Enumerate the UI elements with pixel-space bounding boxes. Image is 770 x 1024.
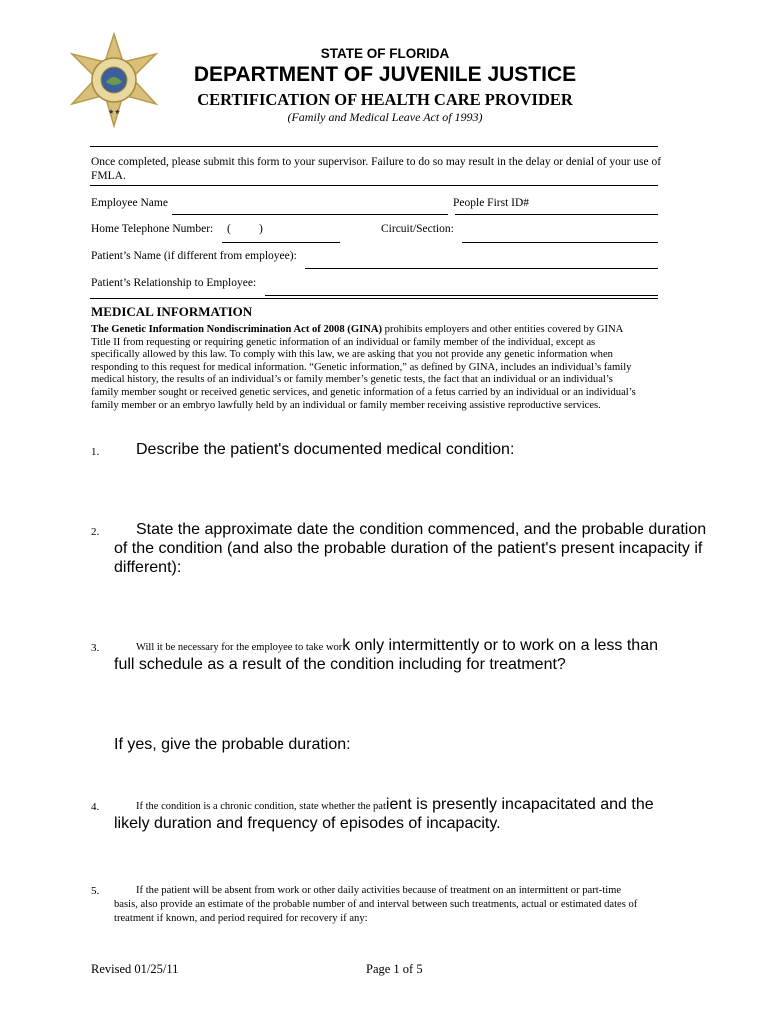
- instructions-line2: FMLA.: [91, 170, 126, 182]
- home-phone-label: Home Telephone Number:: [91, 223, 214, 235]
- question-3-line1: [136, 637, 658, 655]
- question-2-line2: of the condition (and also the probable duration of the patient's present incapacity if: [114, 540, 703, 557]
- question-2-line1: State the approximate date the condition commenced, and the probable duration: [136, 521, 707, 538]
- section-divider: [90, 298, 658, 299]
- relationship-field[interactable]: [265, 295, 658, 296]
- employee-name-field[interactable]: [172, 214, 448, 215]
- phone-close-paren: ): [259, 223, 263, 235]
- question-3-small: Will it be necessary for the employee to take wor: [136, 642, 343, 653]
- circuit-field[interactable]: [462, 242, 658, 243]
- question-5-line1: If the patient will be absent from work or other daily activities because of treatment on an intermittent or part-time: [136, 885, 622, 896]
- question-4-line2: likely duration and frequency of episodes of incapacity.: [114, 815, 501, 832]
- question-4-small: If the condition is a chronic condition, state whether the pat: [136, 801, 386, 812]
- people-first-field[interactable]: [455, 214, 658, 215]
- people-first-label: People First ID#: [453, 197, 530, 209]
- question-1-text: Describe the patient's documented medical condition:: [136, 441, 515, 458]
- gina-bold: The Genetic Information Nondiscrimination Act of 2008 (GINA): [91, 324, 383, 335]
- question-1-number: 1.: [91, 446, 100, 458]
- form-title: CERTIFICATION OF HEALTH CARE PROVIDER: [197, 90, 573, 109]
- instructions-rule: [90, 185, 658, 186]
- gina-line-2: Title II from requesting or requiring genetic information of an individual or family member of the individual, except as: [91, 336, 596, 348]
- circuit-label: Circuit/Section:: [381, 223, 454, 235]
- question-5-number: 5.: [91, 885, 100, 897]
- patient-name-field[interactable]: [305, 268, 658, 269]
- relationship-label: Patient’s Relationship to Employee:: [91, 277, 257, 289]
- question-4-number: 4.: [91, 801, 100, 813]
- department-heading: DEPARTMENT OF JUVENILE JUSTICE: [193, 63, 577, 86]
- question-2-line3: different):: [114, 559, 182, 576]
- header-rule: [90, 146, 658, 147]
- phone-open-paren: (: [227, 223, 231, 235]
- gina-line-6: family member sought or received genetic services, and genetic information of a fetus carried by an individual or an individual’s: [91, 386, 636, 398]
- question-3-big: k only intermittently or to work on a less than: [342, 637, 658, 654]
- revised-date: Revised 01/25/11: [91, 962, 179, 976]
- question-5-line2: basis, also provide an estimate of the probable number of and interval between such treatments, actual or estimated dates of: [114, 899, 638, 910]
- state-heading: STATE OF FLORIDA: [320, 46, 450, 61]
- question-3-number: 3.: [91, 642, 100, 654]
- question-3-line2: full schedule as a result of the condition including for treatment?: [114, 656, 566, 673]
- gina-line-3: specifically allowed by this law. To comply with this law, we are asking that you not provide any genetic information when: [91, 349, 613, 361]
- medical-heading: MEDICAL INFORMATION: [91, 304, 253, 319]
- home-phone-field[interactable]: [222, 242, 340, 243]
- question-4-big: ient is presently incapacitated and the: [385, 796, 654, 813]
- employee-name-label: Employee Name: [91, 197, 168, 209]
- gina-paragraph: [91, 324, 681, 412]
- patient-name-label: Patient’s Name (if different from employee):: [91, 250, 297, 262]
- gina-line-4: responding to this request for medical information. “Genetic information,” as defined by GINA, includes an individual’s family: [91, 361, 632, 373]
- form-subtitle: (Family and Medical Leave Act of 1993): [287, 110, 483, 124]
- gina-line-7: family member or an embryo lawfully held by an individual or family member receiving assistive reproductive services.: [91, 399, 601, 411]
- gina-line-1: prohibits employers and other entities covered by GINA: [382, 324, 624, 335]
- question-2-number: 2.: [91, 526, 100, 538]
- question-4-line1: [136, 796, 654, 814]
- svg-text:★★: ★★: [108, 108, 121, 116]
- page-number: Page 1 of 5: [366, 962, 423, 976]
- question-3-followup: If yes, give the probable duration:: [114, 736, 351, 753]
- gina-line-5: medical history, the results of an individual’s or family member’s genetic tests, the fact that an individual or an individual’s: [91, 374, 613, 386]
- question-5-line3: treatment if known, and period required for recovery if any:: [114, 913, 368, 924]
- instructions-line1: Once completed, please submit this form to your supervisor. Failure to do so may result in the delay or denial of your use of: [91, 156, 662, 168]
